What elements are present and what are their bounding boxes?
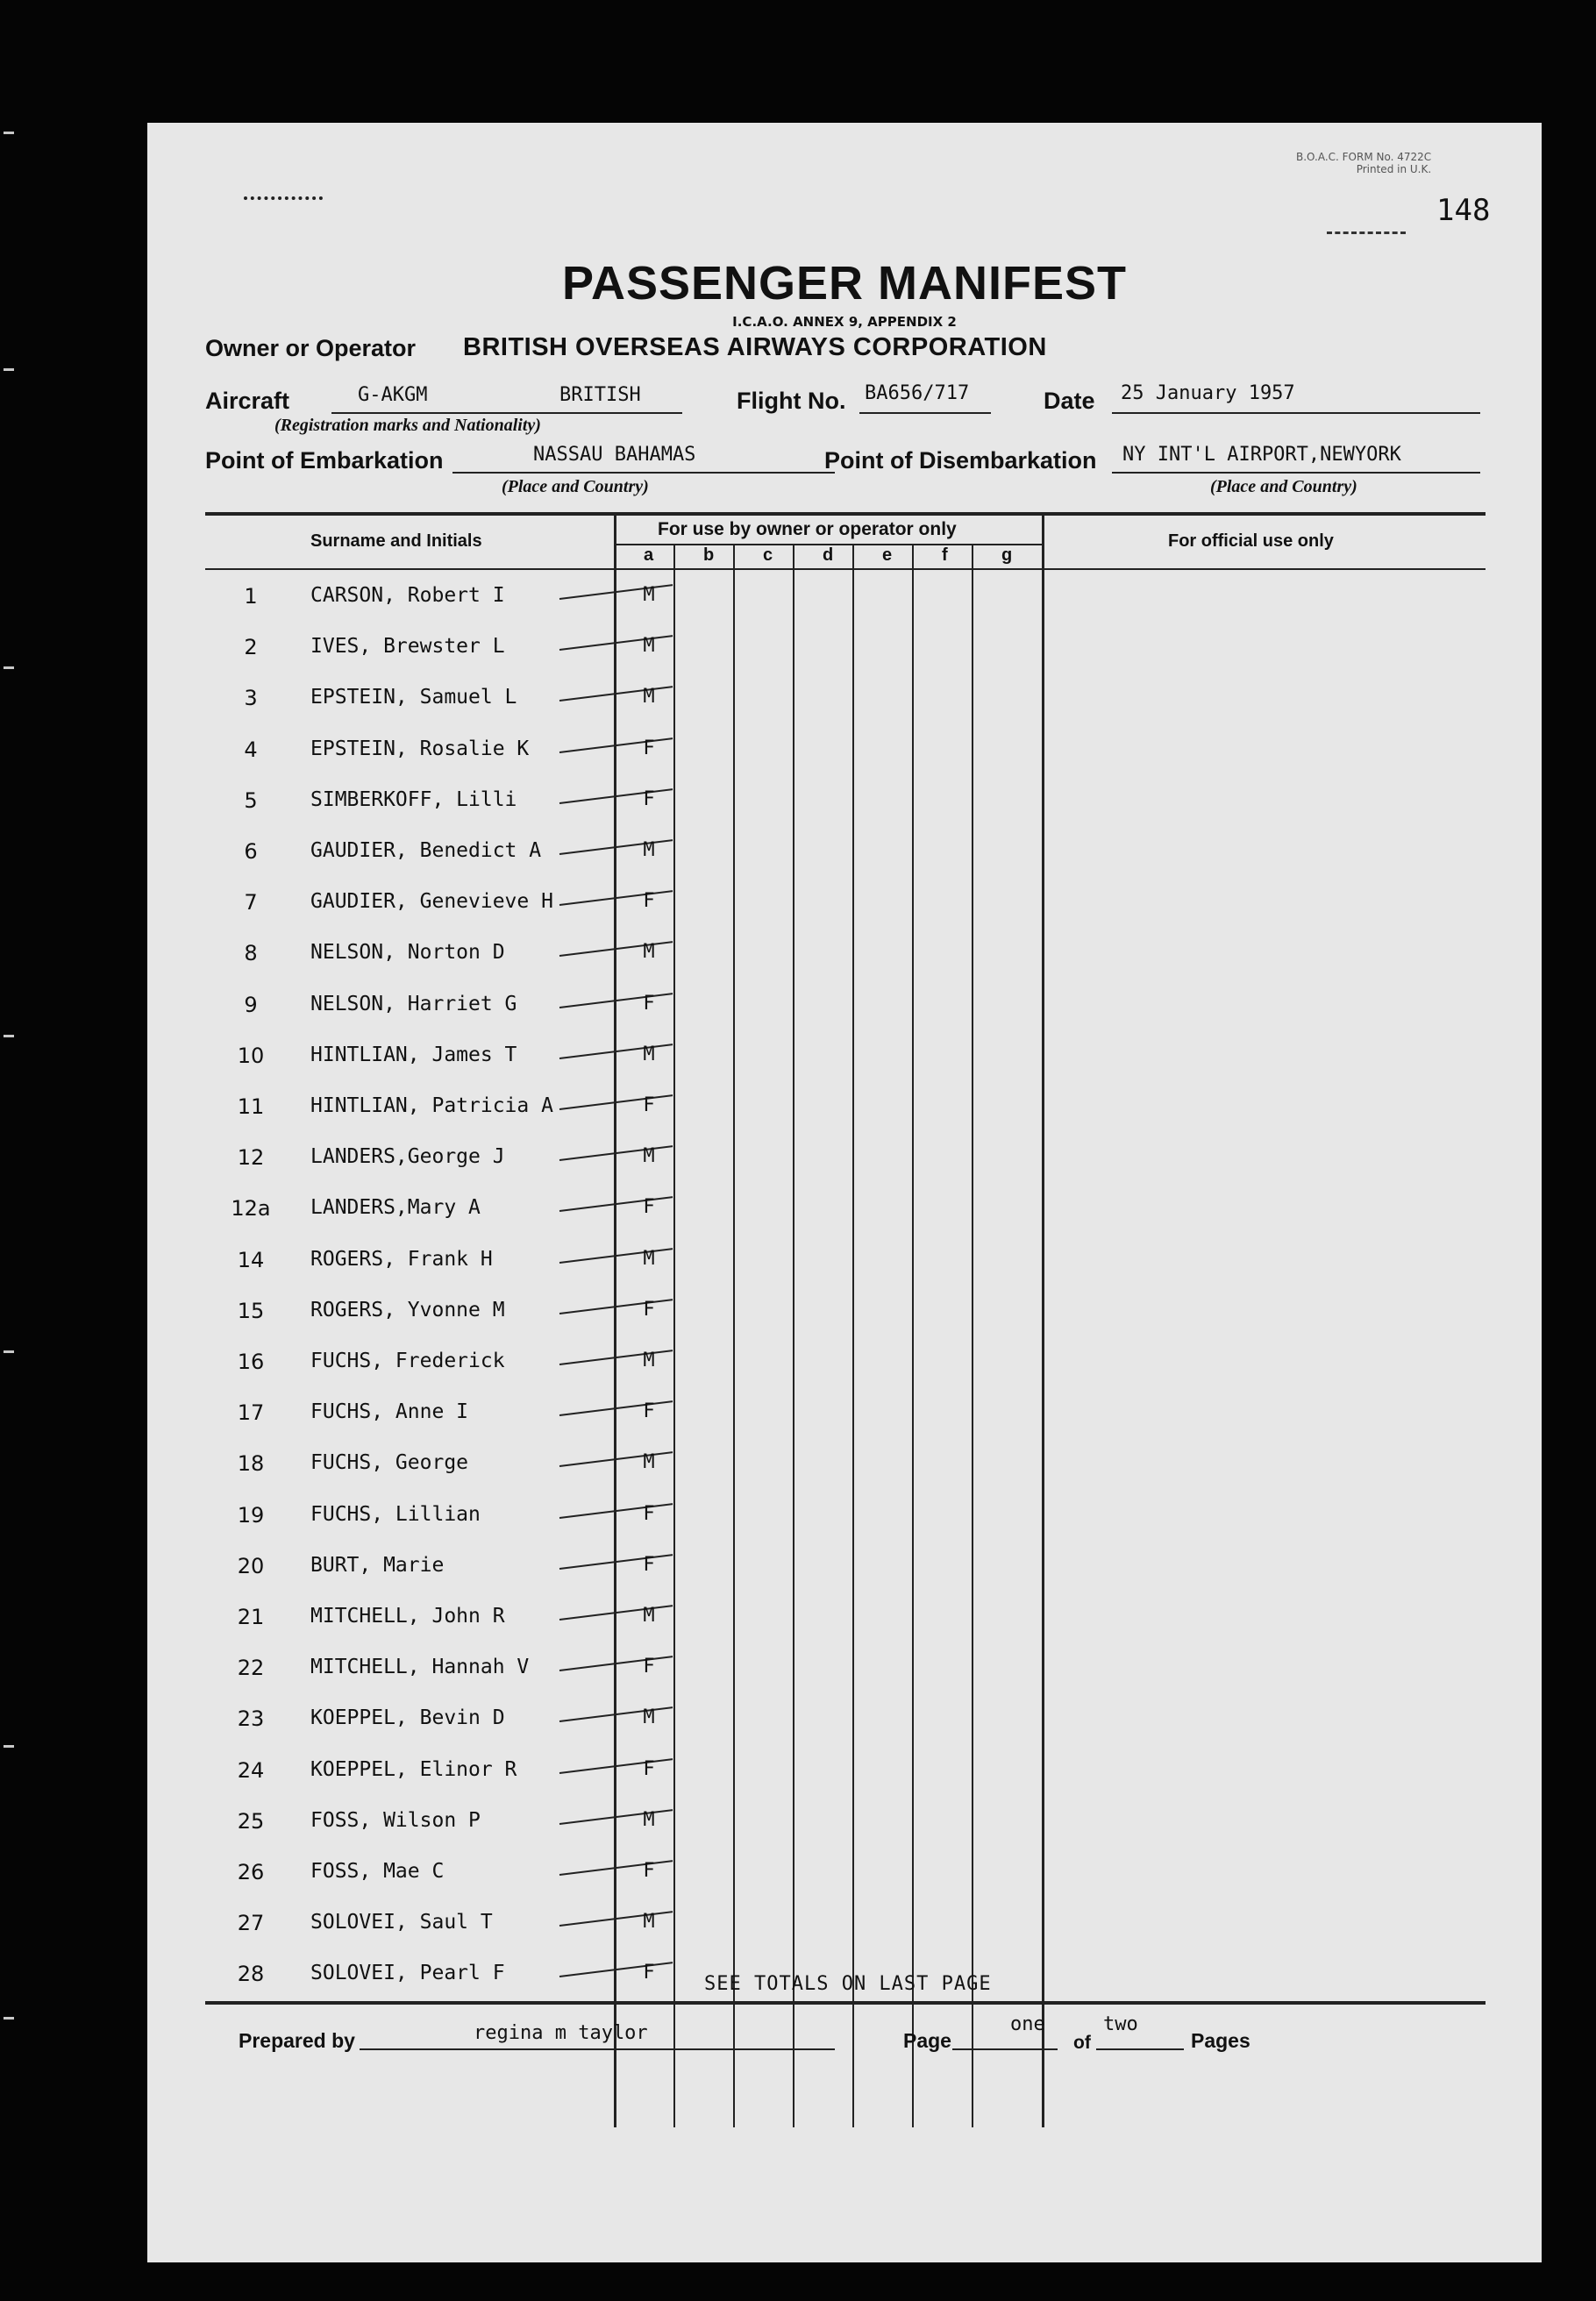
row-number: 21 <box>237 1605 265 1629</box>
passenger-name: ROGERS, Frank H <box>310 1247 493 1271</box>
row-number: 11 <box>237 1094 265 1119</box>
row-number: 28 <box>237 1962 265 1987</box>
table-row <box>147 929 1542 980</box>
table-row <box>147 827 1542 878</box>
row-number: 2 <box>244 635 258 660</box>
passenger-name: MITCHELL, John R <box>310 1605 505 1628</box>
passenger-sex: M <box>643 1043 655 1065</box>
passenger-sex: M <box>643 1808 655 1831</box>
table-row <box>147 572 1542 623</box>
passenger-name: BURT, Marie <box>310 1553 445 1577</box>
passenger-sex: M <box>643 1247 655 1270</box>
passenger-sex: M <box>643 1145 655 1168</box>
table-row <box>147 1133 1542 1184</box>
passenger-sex: M <box>643 635 655 658</box>
passenger-name: SIMBERKOFF, Lilli <box>310 787 517 811</box>
passenger-sex: F <box>643 1502 655 1525</box>
flight-label: Flight No. <box>737 388 846 414</box>
passenger-sex: M <box>643 1706 655 1729</box>
embarkation-label: Point of Embarkation <box>205 447 444 474</box>
row-number: 14 <box>237 1247 265 1272</box>
table-row <box>147 673 1542 724</box>
film-edge-mark <box>4 666 14 669</box>
row-number: 1 <box>244 584 258 609</box>
passenger-sex: M <box>643 839 655 861</box>
passenger-name: GAUDIER, Benedict A <box>310 839 542 862</box>
date-value: 25 January 1957 <box>1121 382 1295 404</box>
row-number: 9 <box>244 992 258 1017</box>
passenger-sex: F <box>643 1757 655 1780</box>
passenger-sex: M <box>643 1911 655 1934</box>
page-rule <box>952 2048 1058 2050</box>
table-row <box>147 878 1542 929</box>
passenger-sex: F <box>643 1400 655 1423</box>
table-top-rule <box>205 512 1486 516</box>
passenger-sex: M <box>643 1350 655 1371</box>
row-number: 17 <box>237 1400 265 1426</box>
passenger-name: SOLOVEI, Pearl F <box>310 1962 505 1985</box>
table-bottom-rule <box>205 2001 1486 2005</box>
passenger-name: FUCHS, Anne I <box>310 1400 469 1424</box>
table-row <box>147 725 1542 776</box>
date-rule <box>1112 412 1480 414</box>
passenger-name: MITCHELL, Hannah V <box>310 1656 530 1679</box>
passenger-sex: M <box>643 686 655 709</box>
passenger-sex: F <box>643 1298 655 1321</box>
disembarkation-value: NY INT'L AIRPORT,NEWYORK <box>1122 444 1401 466</box>
row-number: 20 <box>237 1553 265 1578</box>
film-edge-mark <box>4 368 14 371</box>
row-number: 18 <box>237 1451 265 1477</box>
passenger-name: CARSON, Robert I <box>310 584 505 607</box>
table-row <box>147 1899 1542 1949</box>
table-row <box>147 1337 1542 1388</box>
table-row <box>147 1439 1542 1490</box>
row-number: 4 <box>244 737 258 762</box>
column-a: a <box>644 545 654 565</box>
passenger-name: FOSS, Wilson P <box>310 1808 481 1832</box>
table-row <box>147 776 1542 827</box>
table-row <box>147 1694 1542 1745</box>
page-number: 148 <box>1436 193 1491 228</box>
passenger-sex: M <box>643 1451 655 1474</box>
table-row <box>147 1286 1542 1337</box>
column-d: d <box>823 545 834 565</box>
passenger-sex: F <box>643 1094 655 1116</box>
passenger-name: SOLOVEI, Saul T <box>310 1911 493 1934</box>
row-number: 7 <box>244 890 258 915</box>
row-number: 3 <box>244 686 258 711</box>
passenger-name: NELSON, Norton D <box>310 941 505 965</box>
passenger-sex: M <box>643 941 655 964</box>
row-number: 10 <box>237 1043 265 1068</box>
row-number: 8 <box>244 941 258 966</box>
embarkation-value: NASSAU BAHAMAS <box>533 444 696 466</box>
pages-label: Pages <box>1191 2029 1250 2052</box>
passenger-name: GAUDIER, Genevieve H <box>310 890 553 914</box>
passenger-name: ROGERS, Yvonne M <box>310 1298 505 1321</box>
passenger-name: FUCHS, George <box>310 1451 469 1475</box>
passenger-name: FUCHS, Frederick <box>310 1350 505 1372</box>
prepared-rule <box>360 2048 835 2050</box>
disembarkation-rule <box>1112 472 1480 474</box>
table-row <box>147 1184 1542 1235</box>
row-number: 19 <box>237 1502 265 1528</box>
passenger-name: HINTLIAN, Patricia A <box>310 1094 553 1117</box>
document-title: PASSENGER MANIFEST <box>561 257 1128 310</box>
passenger-name: FOSS, Mae C <box>310 1860 445 1883</box>
passenger-sex: F <box>643 1196 655 1219</box>
film-edge-mark <box>4 2017 14 2020</box>
owner-value: BRITISH OVERSEAS AIRWAYS CORPORATION <box>463 333 1047 361</box>
column-f: f <box>942 545 948 565</box>
top-dash <box>1327 232 1406 234</box>
table-row <box>147 1388 1542 1439</box>
form-number <box>1296 151 1431 175</box>
disembarkation-caption: (Place and Country) <box>1210 477 1357 496</box>
passenger-name: NELSON, Harriet G <box>310 992 517 1015</box>
row-number: 26 <box>237 1860 265 1884</box>
column-e: e <box>882 545 893 565</box>
passenger-name: LANDERS,Mary A <box>310 1196 481 1220</box>
passenger-sex: F <box>643 1553 655 1576</box>
passenger-sex: F <box>643 890 655 913</box>
row-number: 12 <box>237 1145 265 1171</box>
passenger-name: EPSTEIN, Samuel L <box>310 686 517 709</box>
row-number: 24 <box>237 1757 265 1783</box>
table-row <box>147 1797 1542 1848</box>
table-row <box>147 1031 1542 1082</box>
table-header-rule <box>205 568 1486 570</box>
corner-dots <box>244 196 323 200</box>
manifest-page <box>147 123 1542 2262</box>
of-rule <box>1096 2048 1184 2050</box>
nationality-value: BRITISH <box>559 384 641 406</box>
table-row <box>147 1542 1542 1592</box>
passenger-name: LANDERS,George J <box>310 1145 505 1169</box>
flight-value: BA656/717 <box>865 382 970 404</box>
column-c: c <box>763 545 773 565</box>
document-subtitle: I.C.A.O. ANNEX 9, APPENDIX 2 <box>732 314 957 330</box>
passenger-sex: M <box>643 584 655 606</box>
row-number: 5 <box>244 787 258 813</box>
date-label: Date <box>1044 388 1095 414</box>
table-row <box>147 1236 1542 1286</box>
passenger-sex: M <box>643 1605 655 1627</box>
passenger-name: EPSTEIN, Rosalie K <box>310 737 530 760</box>
row-number: 25 <box>237 1808 265 1834</box>
film-edge-mark <box>4 1035 14 1037</box>
aircraft-label: Aircraft <box>205 388 290 414</box>
surname-header: Surname and Initials <box>310 531 482 551</box>
table-row <box>147 1082 1542 1133</box>
film-edge-mark <box>4 1350 14 1353</box>
row-number: 16 <box>237 1350 265 1374</box>
passenger-name: HINTLIAN, James T <box>310 1043 517 1066</box>
column-g: g <box>1001 545 1013 565</box>
table-row <box>147 980 1542 1031</box>
passenger-name: IVES, Brewster L <box>310 635 505 659</box>
passenger-sex: F <box>643 992 655 1015</box>
table-row <box>147 1491 1542 1542</box>
row-number: 22 <box>237 1656 265 1681</box>
disembarkation-label: Point of Disembarkation <box>824 447 1097 474</box>
passenger-sex: F <box>643 1656 655 1678</box>
operator-header: For use by owner or operator only <box>658 519 957 539</box>
passenger-name: FUCHS, Lillian <box>310 1502 481 1526</box>
prepared-by-value: regina m taylor <box>474 2022 648 2044</box>
page-value: one <box>1010 2013 1045 2035</box>
row-number: 23 <box>237 1706 265 1732</box>
aircraft-value: G-AKGM <box>358 384 428 406</box>
row-number: 12a <box>231 1196 271 1222</box>
page-label: Page <box>903 2029 951 2052</box>
embarkation-rule <box>452 472 835 474</box>
passenger-sex: F <box>643 787 655 810</box>
row-number: 27 <box>237 1911 265 1936</box>
passenger-name: KOEPPEL, Bevin D <box>310 1706 505 1730</box>
flight-rule <box>859 412 991 414</box>
table-row <box>147 1848 1542 1899</box>
of-value: two <box>1103 2013 1138 2035</box>
row-number: 6 <box>244 839 258 864</box>
printed-in-text: Printed in U.K. <box>1356 163 1432 175</box>
registration-caption: (Registration marks and Nationality) <box>274 416 541 435</box>
row-number: 15 <box>237 1298 265 1323</box>
column-b: b <box>703 545 715 565</box>
prepared-by-label: Prepared by <box>239 2029 355 2052</box>
owner-label: Owner or Operator <box>205 335 417 361</box>
passenger-sex: F <box>643 1860 655 1882</box>
table-row <box>147 1746 1542 1797</box>
table-row <box>147 1643 1542 1694</box>
aircraft-rule <box>331 412 682 414</box>
passenger-name: KOEPPEL, Elinor R <box>310 1757 517 1781</box>
official-header: For official use only <box>1168 531 1334 551</box>
passenger-sex: F <box>643 1962 655 1984</box>
embarkation-caption: (Place and Country) <box>502 477 649 496</box>
passenger-sex: F <box>643 737 655 759</box>
table-row <box>147 623 1542 673</box>
film-edge-mark <box>4 132 14 134</box>
totals-note: SEE TOTALS ON LAST PAGE <box>704 1973 992 1995</box>
form-number-text: B.O.A.C. FORM No. 4722C <box>1296 151 1432 163</box>
of-label: of <box>1073 2033 1091 2053</box>
film-edge-mark <box>4 1745 14 1748</box>
table-row <box>147 1592 1542 1643</box>
